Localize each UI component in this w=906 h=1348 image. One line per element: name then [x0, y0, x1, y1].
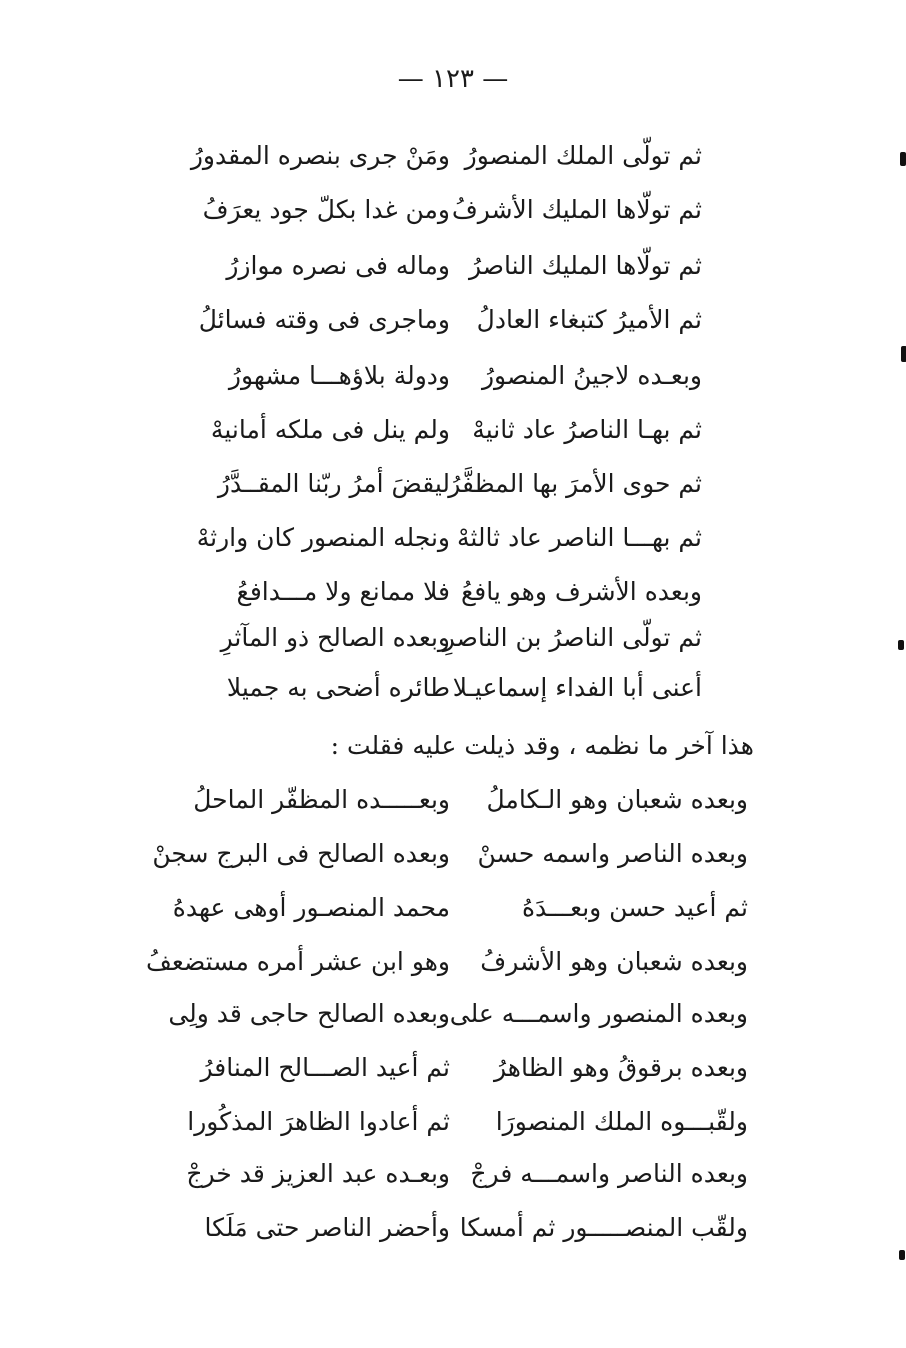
verse-line [0, 406, 906, 454]
verse-line [0, 568, 906, 616]
verse-line [0, 514, 906, 562]
verse-second-hemistich: فلا ممانع ولا مـــدافعُ [236, 577, 450, 606]
verse-line [0, 938, 906, 986]
verse-second-hemistich: وهو ابن عشر أمره مستضعفُ [146, 947, 450, 976]
verse-line [0, 352, 906, 400]
scan-edge-mark [899, 1250, 905, 1260]
verse-line [0, 1150, 906, 1198]
prose-intro-line: هذا آخر ما نظمه ، وقد ذيلت عليه فقلت : [330, 731, 754, 760]
verse-first-hemistich: ثم بهـــا الناصر عاد ثالثهْ [456, 523, 702, 552]
verse-first-hemistich: ثم تولّى الناصرُ بن الناصرِ [442, 623, 702, 652]
verse-first-hemistich: وبعده شعبان وهو الأشرفُ [480, 947, 748, 976]
verse-line [0, 186, 906, 234]
verse-line [0, 990, 906, 1038]
verse-line [0, 242, 906, 290]
verse-second-hemistich: وماله فى نصره موازرُ [226, 251, 450, 280]
verse-first-hemistich: وبعده المنصور واسمـــه على [449, 999, 748, 1028]
verse-first-hemistich: ثم تولّاها المليك الناصرُ [468, 251, 702, 280]
verse-second-hemistich: ليقضَ أمرُ ربّنا المقــدَّرُ [217, 469, 450, 498]
verse-line [0, 296, 906, 344]
page-number: — ١٢٣ — [397, 64, 509, 94]
verse-first-hemistich: ولقّب المنصـــــور ثم أمسكا [459, 1213, 748, 1242]
verse-line [0, 1044, 906, 1092]
verse-second-hemistich: ونجله المنصور كان وارثهْ [196, 523, 450, 552]
verse-first-hemistich: وبعده برقوقُ وهو الظاهرُ [493, 1053, 748, 1082]
verse-first-hemistich: ثم الأميرُ كتبغاء العادلُ [476, 305, 702, 334]
verse-first-hemistich: ثم حوى الأمرَ بها المظفَّرُ [448, 469, 702, 498]
verse-first-hemistich: ولقّبـــوه الملك المنصورَا [495, 1107, 748, 1136]
verse-line [0, 132, 906, 180]
verse-first-hemistich: وبعده الناصر واسمـــه فرجْ [470, 1159, 748, 1188]
verse-second-hemistich: وبعـده عبد العزيز قد خرجْ [186, 1159, 450, 1188]
verse-second-hemistich: ولم ينل فى ملكه أمانيهْ [210, 415, 450, 444]
verse-first-hemistich: ثم أعيد حسن وبعـــدَهُ [521, 893, 748, 922]
verse-line [0, 614, 906, 662]
verse-line [0, 664, 906, 712]
verse-line [0, 1204, 906, 1252]
verse-second-hemistich: طائره أضحى به جميلا [226, 673, 450, 702]
verse-first-hemistich: ثم بهـا الناصرُ عاد ثانيهْ [472, 415, 702, 444]
verse-second-hemistich: ومَنْ جرى بنصره المقدورُ [190, 141, 450, 170]
verse-second-hemistich: وبعده الصالح حاجى قد ولِى [168, 999, 450, 1028]
verse-first-hemistich: وبعده الناصر واسمه حسنْ [477, 839, 748, 868]
scan-edge-mark [900, 152, 906, 166]
verse-second-hemistich: وبعده الصالح فى البرج سجنْ [152, 839, 450, 868]
verse-second-hemistich: ومن غدا بكلّ جود يعرَفُ [202, 195, 450, 224]
verse-first-hemistich: وبعده شعبان وهو الـكاملُ [486, 785, 748, 814]
verse-second-hemistich: ودولة بلاؤهـــا مشهورُ [228, 361, 450, 390]
verse-first-hemistich: وبعـده لاجينُ المنصورُ [481, 361, 702, 390]
verse-first-hemistich: أعنى أبا الفداء إسماعيـلا [452, 673, 702, 702]
verse-first-hemistich: ثم تولّاها المليك الأشرفُ [451, 195, 702, 224]
scan-edge-mark [898, 640, 904, 650]
verse-second-hemistich: وماجرى فى وقته فسائلُ [198, 305, 450, 334]
verse-second-hemistich: وبعـــــده المظفّر الماحلُ [193, 785, 450, 814]
verse-line [0, 830, 906, 878]
verse-first-hemistich: وبعده الأشرف وهو يافعُ [460, 577, 702, 606]
verse-line [0, 776, 906, 824]
verse-first-hemistich: ثم تولّى الملك المنصورُ [464, 141, 702, 170]
verse-second-hemistich: ثم أعيد الصـــالح المنافرُ [200, 1053, 450, 1082]
verse-line [0, 884, 906, 932]
verse-second-hemistich: وبعده الصالح ذو المآثرِ [220, 623, 450, 652]
scan-edge-mark [901, 346, 906, 362]
verse-line [0, 1098, 906, 1146]
verse-second-hemistich: وأحضر الناصر حتى مَلَكا [204, 1213, 450, 1242]
verse-second-hemistich: محمد المنصـور أوهى عهدهُ [172, 893, 450, 922]
verse-second-hemistich: ثم أعادوا الظاهرَ المذكُورا [187, 1107, 450, 1136]
verse-line [0, 460, 906, 508]
